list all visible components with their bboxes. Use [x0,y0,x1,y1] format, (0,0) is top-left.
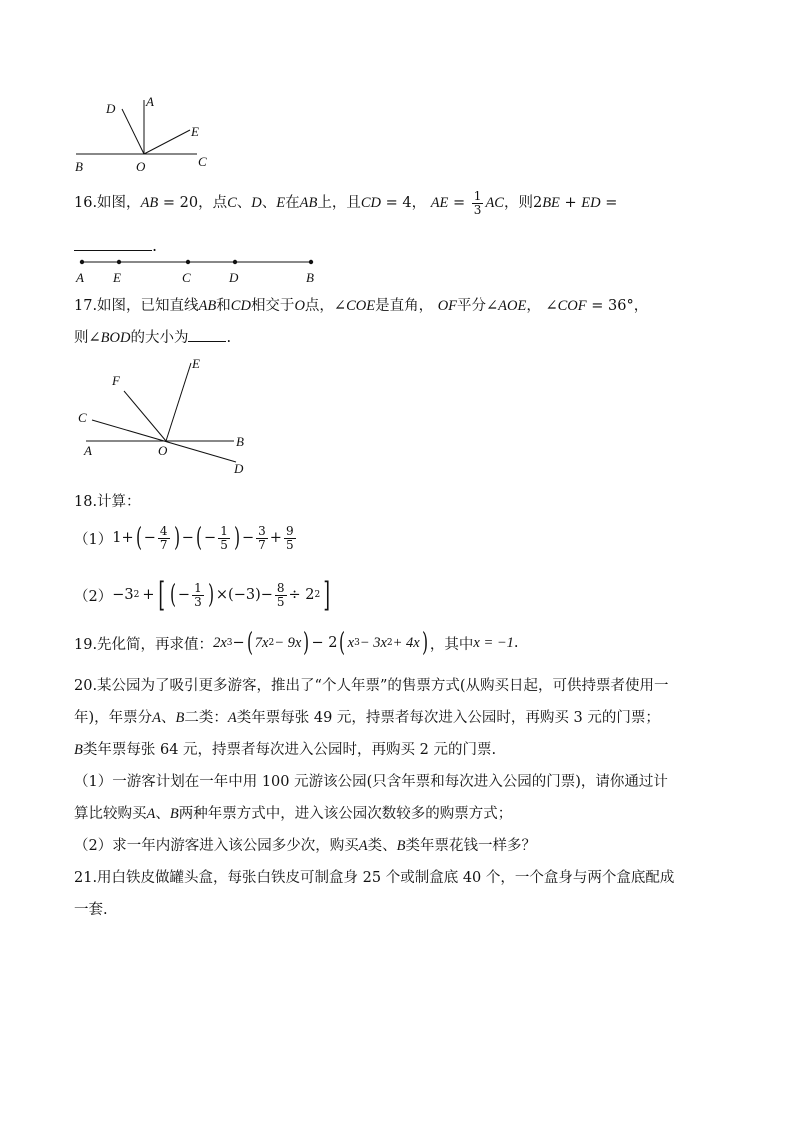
ray-of [124,391,166,441]
label-d: D [229,270,239,285]
question-18-part-2: （2） −3 2 + [ ( − $\frac{1}{3}$ ) × (−3) − $\frac{8}{5}$ ÷ 2 2 ] [74,575,331,615]
question-20-part-1-line-1: （1）一游客计划在一年中用 100 元游该公园(只含年票和每次进入公园的门票)，请你通过计 [74,774,668,790]
label-b: B [75,159,83,174]
question-19: 19.先化简，再求值： 2x 3 − ( 7x 2 − 9x ) − 2 ( x 3 − 3x 2 + 4x ) ，其中 x = −1 . [74,628,519,658]
label-o: O [158,443,168,458]
question-18-title: 18.计算： [74,494,141,510]
figure-segment-16 [70,254,330,286]
figure-angles-17 [74,354,264,478]
label-c: C [182,270,191,285]
question-20-line-1: 20.某公园为了吸引更多游客，推出了“个人年票”的售票方式(从购买日起，可供持票者使用一 [74,678,669,694]
point-c [186,260,190,264]
question-17-line-2: 则∠BOD的大小为 . [74,330,232,346]
label-b: B [236,434,244,449]
point-a [80,260,84,264]
label-c: C [78,410,87,425]
label-a: A [84,443,92,458]
question-16: 16.如图，AB = 20，点C、D、E在AB上，且CD = 4， AE = $\frac{1}{3}$ AC，则2BE + ED = [74,189,618,217]
question-17-line-1: 17.如图，已知直线AB和CD相交于O点，∠COE是直角， OF平分∠AOE， ∠COF = 36°， [74,298,649,314]
label-e: E [191,124,199,139]
question-21-line-2: 一套. [74,902,108,918]
answer-blank-17[interactable] [188,341,226,342]
label-o: O [136,159,146,174]
point-b [309,260,313,264]
question-20-part-1-line-2: 算比较购买A、B两种年票方式中，进入该公园次数较多的购票方式； [74,806,513,822]
point-e [117,260,121,264]
label-d: D [234,461,244,476]
question-18-part-1: （1） 1+ ( − $\frac{4}{7}$ ) − ( − $\frac{1}{5}$ ) − $\frac{3}{7}$ + $\frac{9}{5}$ [74,523,294,553]
label-a: A [146,94,154,109]
label-b: B [306,270,314,285]
figure-angles-15 [70,92,220,174]
label-e: E [113,270,121,285]
question-20-part-2: （2）求一年内游客进入该公园多少次，购买A类、B类年票花钱一样多？ [74,838,536,854]
ray-oe [144,130,190,154]
answer-blank-16[interactable]: . [74,236,157,255]
ray-oe [166,363,191,441]
point-d [233,260,237,264]
label-a: A [76,270,84,285]
question-20-line-3: B类年票每张 64 元，持票者每次进入公园时，再购买 2 元的门票. [74,742,497,758]
label-e: E [192,356,200,371]
fraction-one-third: $\frac{1}{3}$ [473,189,482,217]
label-c: C [198,154,207,169]
question-21-line-1: 21.用白铁皮做罐头盒，每张白铁皮可制盒身 25 个或制盒底 40 个，一个盒身与两个盒底配成 [74,870,675,886]
label-d: D [106,101,116,116]
label-f: F [112,373,120,388]
question-20-line-2: 年)，年票分A、B二类：A类年票每张 49 元，持票者每次进入公园时，再购买 3 元的门票； [74,710,660,726]
ray-od [122,109,144,154]
